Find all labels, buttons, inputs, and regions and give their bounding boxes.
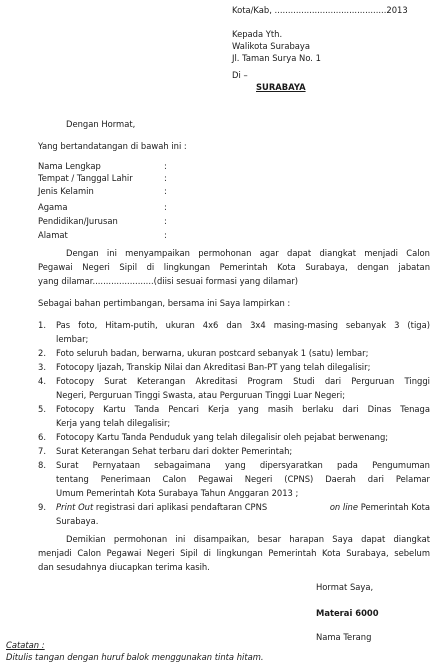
regards-text: Hormat Saya, — [316, 582, 374, 592]
field-sep: : — [164, 230, 167, 240]
field-sep: : — [164, 216, 167, 226]
list-item-line: Fotocopy Kartu Tanda Pencari Kerja yang masih berlaku dari Dinas Tenaga — [56, 404, 430, 414]
recipient-title: Walikota Surabaya — [232, 41, 311, 51]
list-item-line: Fotocopy Ijazah, Transkip Nilai dan Akreditasi Ban-PT yang telah dilegalisir; — [56, 362, 371, 372]
list-number: 1. — [38, 320, 46, 330]
field-label-nama: Nama Lengkap — [38, 161, 101, 171]
list-number: 6. — [38, 432, 46, 442]
field-sep: : — [164, 161, 167, 171]
recipient-greeting: Kepada Yth. — [232, 29, 283, 39]
field-label-alamat: Alamat — [38, 230, 68, 240]
paragraph-line: Dengan ini menyampaikan permohonan agar dapat diangkat menjadi Calon — [66, 248, 430, 258]
closing-line: menjadi Calon Pegawai Negeri Sipil di lingkungan Pemerintah Kota Surabaya, sebelum — [38, 548, 430, 558]
stamp-label: Materai 6000 — [316, 608, 379, 618]
list-item-line: Surat Keterangan Sehat terbaru dari dokter Pemerintah; — [56, 446, 293, 456]
list-number: 2. — [38, 348, 46, 358]
list-item-line: Negeri, Perguruan Tinggi Swasta, atau Perguruan Tinggi Luar Negeri; — [56, 390, 346, 400]
attachments-intro: Sebagai bahan pertimbangan, bersama ini Saya lampirkan : — [38, 298, 291, 308]
intro-text: Yang bertandatangan di bawah ini : — [38, 141, 187, 151]
list-number: 8. — [38, 460, 46, 470]
signer-name: Nama Terang — [316, 632, 372, 642]
list-item-line: lembar; — [56, 334, 89, 344]
print-out-text: Print Out — [56, 502, 94, 512]
list-number: 5. — [38, 404, 46, 414]
list-item-line: Kerja yang telah dilegalisir; — [56, 418, 171, 428]
recipient-di: Di – — [232, 70, 248, 80]
list-number: 7. — [38, 446, 46, 456]
list-item-line: Foto seluruh badan, berwarna, ukuran postcard sebanyak 1 (satu) lembar; — [56, 348, 369, 358]
field-label-pendidikan: Pendidikan/Jurusan — [38, 216, 118, 226]
list-item-line: Surabaya. — [56, 516, 99, 526]
list-number: 4. — [38, 376, 46, 386]
list-item-line: tentang Penerimaan Calon Pegawai Negeri (CPNS) Daerah dari Pelamar — [56, 474, 430, 484]
list-item-line: Fotocopy Kartu Tanda Penduduk yang telah dilegalisir oleh pejabat berwenang; — [56, 432, 389, 442]
list-number: 9. — [38, 502, 46, 512]
paragraph-line: Pegawai Negeri Sipil di lingkungan Pemerintah Kota Surabaya, dengan jabatan — [38, 262, 430, 272]
online-text: on line — [329, 502, 359, 512]
list-item-line — [56, 503, 430, 511]
list-item-line: Pas foto, Hitam-putih, ukuran 4x6 dan 3x4 masing-masing sebanyak 3 (tiga) — [56, 320, 430, 330]
registration-text: registrasi dari aplikasi pendaftaran CPNS — [93, 502, 270, 512]
government-text: Pemerintah Kota — [358, 502, 430, 512]
recipient-address: Jl. Taman Surya No. 1 — [232, 53, 321, 63]
field-sep: : — [164, 186, 167, 196]
list-item-line: Surat Pernyataan sebagaimana yang dipersyaratkan pada Pengumuman — [56, 460, 430, 470]
recipient-city: SURABAYA — [256, 82, 306, 92]
field-label-ttl: Tempat / Tanggal Lahir — [38, 173, 133, 183]
list-item-line: Fotocopy Surat Keterangan Akreditasi Program Studi dari Perguruan Tinggi — [56, 376, 430, 386]
field-sep: : — [164, 173, 167, 183]
salutation: Dengan Hormat, — [66, 119, 136, 129]
field-label-jenis-kelamin: Jenis Kelamin — [38, 186, 94, 196]
closing-line: dan sesudahnya diucapkan terima kasih. — [38, 562, 210, 572]
place-date-line: Kota/Kab, ..........................................2013 — [232, 5, 408, 15]
field-sep: : — [164, 202, 167, 212]
list-number: 3. — [38, 362, 46, 372]
paragraph-line: yang dilamar.......................(diisi sesuai formasi yang dilamar) — [38, 276, 299, 286]
closing-line: Demikian permohonan ini disampaikan, besar harapan Saya dapat diangkat — [66, 534, 430, 544]
field-label-agama: Agama — [38, 202, 68, 212]
note-text: Ditulis tangan dengan huruf balok menggunakan tinta hitam. — [6, 652, 264, 662]
list-item-line: Umum Pemerintah Kota Surabaya Tahun Anggaran 2013 ; — [56, 488, 299, 498]
note-title: Catatan : — [6, 640, 45, 650]
